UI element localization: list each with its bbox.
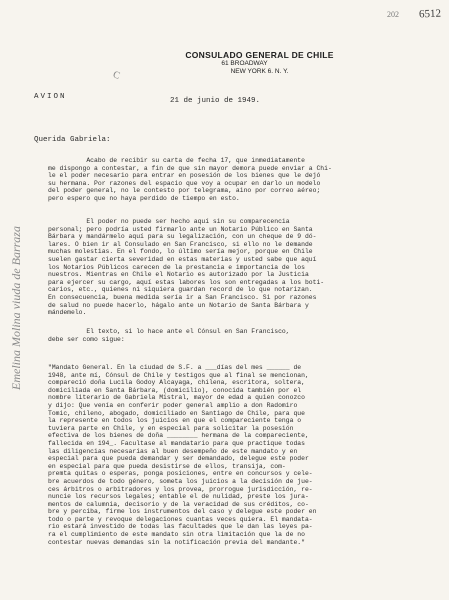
paragraph-3: El texto, si lo hace ante el Cónsul en San Francisco, debe ser como sigue: bbox=[48, 328, 290, 343]
letterhead-title: CONSULADO GENERAL DE CHILE bbox=[185, 50, 334, 60]
pencil-page-mark: 202 bbox=[387, 10, 399, 19]
letterhead bbox=[0, 50, 449, 76]
mail-via: AVION bbox=[34, 93, 67, 101]
paragraph-1: Acabo de recibir su carta de fecha 17, que inmediatamente me dispongo a contestar, a fin de que sin mayor demora puede enviar a Chi- le el poder necesario para entrar en posesión de los bienes que le dejó su hermana. Por razones del espacio que voy a ocupar en darlo un modelo del poder general, no le contesto por telegrama, aino por correo aéreo; pero espero que no haya perdido de tiempo en esto. bbox=[48, 157, 332, 202]
letterhead-city: NEW YORK 6. N. Y. bbox=[230, 68, 289, 75]
paragraph-2: El poder no puede ser hecho aquí sin su comparecencia personal; pero podría usted firmarlo ante un Notario Público en Santa Bárbara y mandármelo aquí para su legalización, con un cheque de 9 dó- lares. O bien ir al Consulado en San Francisco, si ello no le demande muchas molestias. En el fondo, lo último sería mejor, porque en Chile suelen gastar cierta severidad en estas materias y usted sabe que aquí los Notarios Públicos carecen de la prestancia e importancia de los nuestros. Mientras en Chile el Notario es autorizado por la Justicia para ejercer su cargo, aquí estas labores los son entregadas a los boti- carios, etc., quienes ni siquiera guardan record de lo que notarizan. En consecuencia, buena medida sería ir a San Francisco. Si por razones de salud no puede hacerlo, hágalo ante un Notario de Santa Bárbara y mándemelo. bbox=[48, 218, 325, 317]
power-of-attorney-text: "Mandato General. En la ciudad de S.F. a ___días del mes ______ de 1948, ante mí, Cónsul de Chile y testigos que al final se mencionan, compareció doña Lucila Godoy Alcayaga, chilena, escritora, soltera, domiciliada en Santa Bárbara, (domicilio), conocida también por el nombre literario de Gabriela Mistral, mayor de edad a quien conozco y dijo: Que venía en conferir poder general amplio a don Radomiro Tomic, chileno, abogado, domiciliado en Santiago de Chile, para que la represente en todos los juicios en que el compareciente tenga o tuviera parte en Chile, y en especial para solicitar la posesión efectiva de los bienes de doña ________ hermana de la compareciente, fallecida en 194_. Facultase al mandatario para que practique todas las diligencias necesarias al buen desempeño de este mandato y en especial para que pueda demandar y ser demandado, delegue este poder en especial para que pueda desistirse de ellos, transija, com- premta quitas o esperas, ponga posiciones, entre en concursos y cele- bre acuerdos de todo género, someta los juicios a la decisión de jue- ces árbitros o arbitradores y los provea, prorrogue jurisdicción, re- nuncie los recursos legales; entable el de nulidad, preste los jura- mentos de calumnia, decisorio y de la veracidad de sus créditos, co- bre y perciba, firme los instrumentos del caso y delegue este poder en todo o parte y revoque delegaciones cuantas veces quiera. El mandata- rio estará investido de todas las facultades que le dan las leyes pa- ra el cumplimiento de este mandato sin otra limitación que la de no contestar nuevas demandas sin la notificación previa del mandante." bbox=[48, 364, 317, 546]
initial-mark: C bbox=[111, 69, 122, 82]
salutation: Querida Gabriela: bbox=[34, 136, 111, 144]
document-id: 6512 bbox=[418, 7, 442, 21]
letter-date: 21 de junio de 1949. bbox=[170, 97, 261, 105]
handwritten-margin-note: Emelina Molina viuda de Barraza bbox=[9, 226, 23, 390]
letterhead-address: 61 BROADWAY bbox=[221, 60, 268, 67]
